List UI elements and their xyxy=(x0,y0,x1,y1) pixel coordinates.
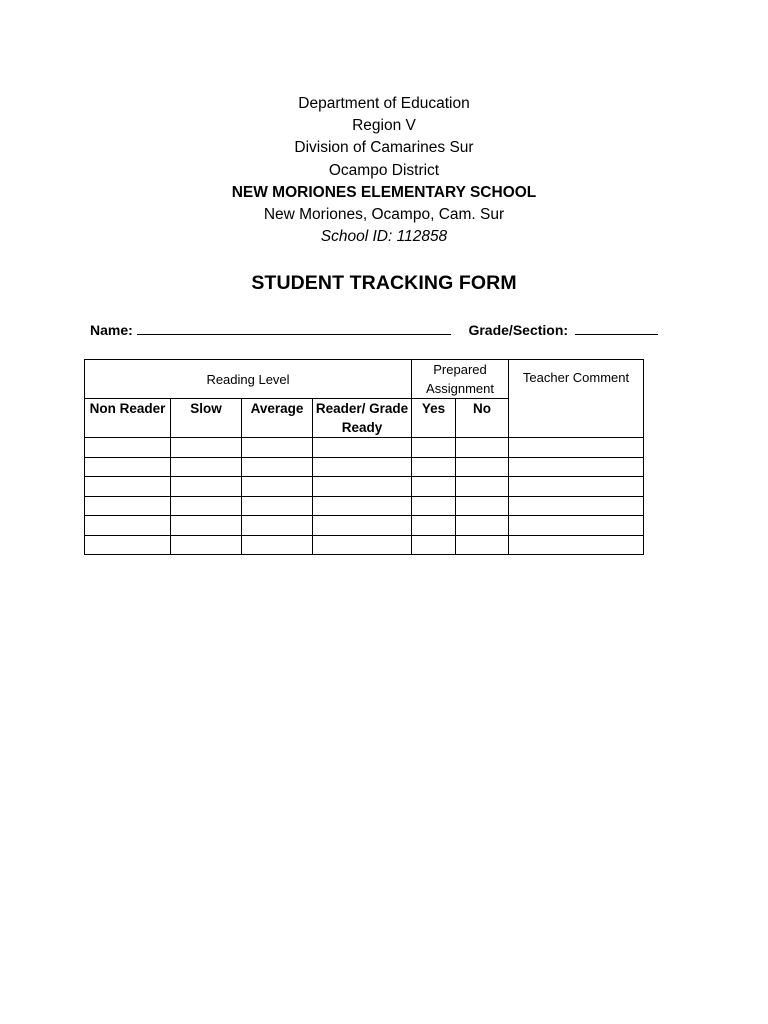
grade-section-label: Grade/Section: xyxy=(468,322,569,338)
table-cell[interactable] xyxy=(242,438,313,458)
table-cell[interactable] xyxy=(242,516,313,536)
division-line: Division of Camarines Sur xyxy=(294,139,474,157)
non-reader-header: Non Reader xyxy=(85,399,171,438)
table-cell[interactable] xyxy=(171,477,242,497)
school-name: NEW MORIONES ELEMENTARY SCHOOL xyxy=(231,183,537,201)
region-line: Region V xyxy=(352,117,416,135)
table-cell[interactable] xyxy=(412,496,456,516)
table-cell[interactable] xyxy=(85,438,171,458)
table-cell[interactable] xyxy=(313,496,412,516)
table-row xyxy=(85,477,644,497)
table-cell[interactable] xyxy=(171,457,242,477)
table-cell[interactable] xyxy=(242,496,313,516)
table-cell[interactable] xyxy=(85,516,171,536)
name-blank-field[interactable] xyxy=(137,321,451,335)
table-row xyxy=(85,496,644,516)
table-group-header-row xyxy=(85,360,644,399)
reading-level-header: Reading Level xyxy=(85,360,412,399)
table-row xyxy=(85,516,644,536)
table-cell[interactable] xyxy=(456,535,509,555)
table-cell[interactable] xyxy=(85,496,171,516)
form-title: STUDENT TRACKING FORM xyxy=(251,272,517,294)
table-cell[interactable] xyxy=(242,477,313,497)
table-cell[interactable] xyxy=(171,535,242,555)
table-cell[interactable] xyxy=(412,457,456,477)
table-cell[interactable] xyxy=(509,516,644,536)
table-cell[interactable] xyxy=(509,535,644,555)
table-cell[interactable] xyxy=(171,496,242,516)
table-cell[interactable] xyxy=(509,457,644,477)
slow-header: Slow xyxy=(171,399,242,438)
table-cell[interactable] xyxy=(313,438,412,458)
table-cell[interactable] xyxy=(85,535,171,555)
table-cell[interactable] xyxy=(242,535,313,555)
table-cell[interactable] xyxy=(456,438,509,458)
average-header: Average xyxy=(242,399,313,438)
table-cell[interactable] xyxy=(313,516,412,536)
grade-section-blank-field[interactable] xyxy=(575,321,658,335)
table-cell[interactable] xyxy=(242,457,313,477)
table-cell[interactable] xyxy=(509,496,644,516)
table-cell[interactable] xyxy=(509,477,644,497)
table-cell[interactable] xyxy=(456,516,509,536)
yes-header: Yes xyxy=(412,399,456,438)
prepared-assignment-header: Prepared Assignment xyxy=(412,360,509,399)
table-row xyxy=(85,535,644,555)
table-cell[interactable] xyxy=(509,438,644,458)
table-cell[interactable] xyxy=(456,477,509,497)
school-address: New Moriones, Ocampo, Cam. Sur xyxy=(263,206,505,224)
table-cell[interactable] xyxy=(412,535,456,555)
district-line: Ocampo District xyxy=(328,161,440,179)
table-row xyxy=(85,457,644,477)
table-cell[interactable] xyxy=(171,516,242,536)
table-cell[interactable] xyxy=(85,477,171,497)
table-cell[interactable] xyxy=(171,438,242,458)
name-grade-line xyxy=(90,321,658,338)
no-header: No xyxy=(456,399,509,438)
table-cell[interactable] xyxy=(313,477,412,497)
department-line: Department of Education xyxy=(298,95,470,112)
teacher-comment-header: Teacher Comment xyxy=(509,360,644,438)
table-cell[interactable] xyxy=(313,457,412,477)
table-row xyxy=(85,438,644,458)
name-label: Name: xyxy=(90,322,133,338)
table-cell[interactable] xyxy=(85,457,171,477)
table-cell[interactable] xyxy=(456,457,509,477)
table-cell[interactable] xyxy=(313,535,412,555)
table-cell[interactable] xyxy=(412,438,456,458)
table-cell[interactable] xyxy=(412,477,456,497)
reader-grade-ready-header: Reader/ Grade Ready xyxy=(313,399,412,438)
document-header xyxy=(0,93,768,248)
school-id: School ID: 112858 xyxy=(320,228,448,246)
tracking-table xyxy=(84,359,644,555)
table-cell[interactable] xyxy=(412,516,456,536)
table-cell[interactable] xyxy=(456,496,509,516)
